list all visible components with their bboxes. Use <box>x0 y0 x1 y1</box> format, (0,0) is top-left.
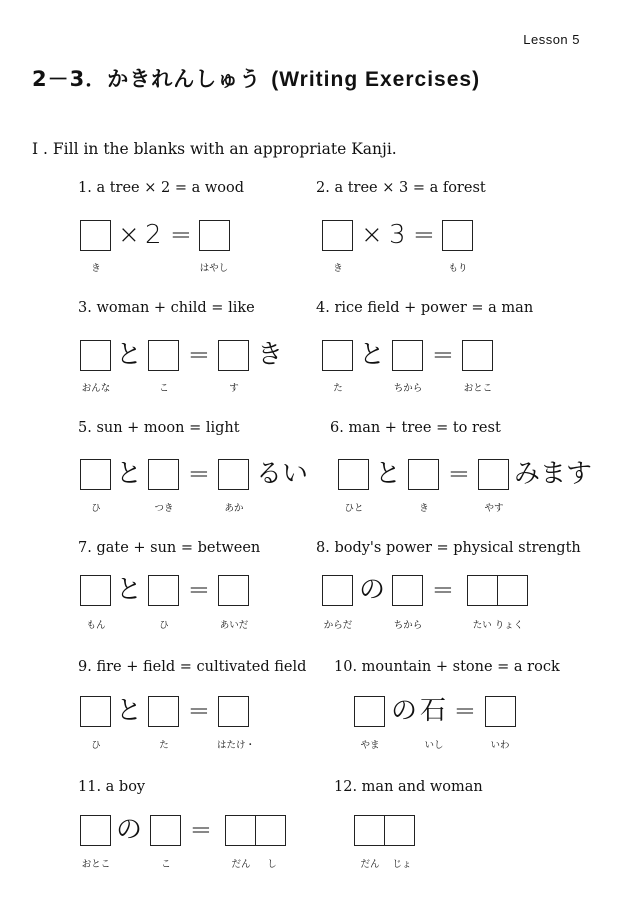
exercise-3-furigana-3: す <box>229 383 239 394</box>
exercise-3-blank-1[interactable] <box>80 340 111 371</box>
exercise-3-okurigana: き <box>257 340 284 370</box>
exercise-6-blank-2[interactable] <box>408 459 439 490</box>
exercise-6-furigana-2: き <box>419 503 429 514</box>
exercise-9-furigana-2: た <box>159 740 169 751</box>
exercise-12-furigana-2: じょ <box>392 859 412 870</box>
exercise-2-times: × <box>361 220 383 250</box>
exercise-7-blank-2[interactable] <box>148 575 179 606</box>
exercise-10-blank-2[interactable] <box>485 696 516 727</box>
exercise-3-equals: = <box>188 340 210 370</box>
exercise-4-blank-1[interactable] <box>322 340 353 371</box>
exercise-2-blank-2[interactable] <box>442 220 473 251</box>
exercise-3-to: と <box>116 340 143 370</box>
exercise-8-prompt: 8. body's power = physical strength <box>316 540 581 556</box>
exercise-5-prompt: 5. sun + moon = light <box>78 420 240 436</box>
exercise-12-prompt: 12. man and woman <box>334 779 483 795</box>
exercise-5-furigana-2: つき <box>154 503 174 514</box>
exercise-10-ishi: 石 <box>420 696 447 726</box>
exercise-1-number: 2 <box>145 220 162 250</box>
exercise-4-furigana-1: た <box>333 383 343 394</box>
exercise-10-furigana-1: やま <box>360 740 380 751</box>
exercise-10-equals: = <box>454 696 476 726</box>
exercise-7-prompt: 7. gate + sun = between <box>78 540 261 556</box>
instructions: I . Fill in the blanks with an appropriate Kanji. <box>32 140 397 158</box>
exercise-3-furigana-2: こ <box>159 383 169 394</box>
exercise-9-blank-3[interactable] <box>218 696 249 727</box>
exercise-11-furigana-1: おとこ <box>81 859 111 870</box>
exercise-11-prompt: 11. a boy <box>78 779 146 795</box>
exercise-6-blank-3[interactable] <box>478 459 509 490</box>
exercise-1-furigana-1: き <box>91 263 101 274</box>
exercise-10-no: の <box>391 696 418 726</box>
exercise-10-furigana-3: いわ <box>490 740 510 751</box>
exercise-6-equals: = <box>448 459 470 489</box>
exercise-4-blank-2[interactable] <box>392 340 423 371</box>
exercise-8-blank-2[interactable] <box>392 575 423 606</box>
exercise-6-furigana-3: やす <box>484 503 504 514</box>
exercise-8-blank-3[interactable] <box>467 575 498 606</box>
exercise-11-furigana-3: だん <box>231 859 251 870</box>
exercise-5-okurigana: るい <box>256 459 309 489</box>
exercise-1-equals: = <box>170 220 192 250</box>
exercise-6-to: と <box>375 459 402 489</box>
exercise-9-furigana-1: ひ <box>91 740 101 751</box>
section-title-jp: 2－3．かきれんしゅう <box>32 67 262 91</box>
exercise-5-furigana-1: ひ <box>91 503 101 514</box>
exercise-10-blank-1[interactable] <box>354 696 385 727</box>
exercise-2-blank-1[interactable] <box>322 220 353 251</box>
exercise-1-furigana-2: はやし <box>199 263 229 274</box>
exercise-3-blank-2[interactable] <box>148 340 179 371</box>
exercise-1-prompt: 1. a tree × 2 = a wood <box>78 180 244 196</box>
exercise-5-equals: = <box>188 459 210 489</box>
lesson-label: Lesson 5 <box>523 32 580 47</box>
exercise-11-blank-2[interactable] <box>150 815 181 846</box>
exercise-8-no: の <box>359 575 386 605</box>
exercise-2-equals: = <box>413 220 435 250</box>
exercise-7-blank-3[interactable] <box>218 575 249 606</box>
exercise-7-furigana-3: あいだ <box>219 620 249 631</box>
exercise-4-furigana-3: おとこ <box>463 383 493 394</box>
exercise-12-blank-1[interactable] <box>354 815 385 846</box>
exercise-7-furigana-1: もん <box>86 620 106 631</box>
exercise-2-number: 3 <box>389 220 406 250</box>
exercise-5-blank-2[interactable] <box>148 459 179 490</box>
exercise-9-equals: = <box>188 696 210 726</box>
exercise-6-blank-1[interactable] <box>338 459 369 490</box>
exercise-9-blank-1[interactable] <box>80 696 111 727</box>
exercise-6-furigana-1: ひと <box>344 503 364 514</box>
section-title-en: (Writing Exercises) <box>271 68 481 91</box>
exercise-5-blank-3[interactable] <box>218 459 249 490</box>
exercise-12-blank-2[interactable] <box>384 815 415 846</box>
exercise-3-prompt: 3. woman + child = like <box>78 300 255 316</box>
exercise-10-prompt: 10. mountain + stone = a rock <box>334 659 560 675</box>
exercise-7-furigana-2: ひ <box>159 620 169 631</box>
exercise-9-blank-2[interactable] <box>148 696 179 727</box>
exercise-4-to: と <box>359 340 386 370</box>
exercise-2-prompt: 2. a tree × 3 = a forest <box>316 180 486 196</box>
exercise-5-furigana-3: あか <box>224 503 244 514</box>
exercise-11-equals: = <box>190 815 212 845</box>
exercise-1-times: × <box>118 220 140 250</box>
exercise-3-blank-3[interactable] <box>218 340 249 371</box>
exercise-5-to: と <box>116 459 143 489</box>
exercise-11-furigana-4: し <box>267 859 277 870</box>
exercise-2-furigana-2: もり <box>448 263 468 274</box>
exercise-4-equals: = <box>432 340 454 370</box>
exercise-8-blank-1[interactable] <box>322 575 353 606</box>
exercise-11-blank-1[interactable] <box>80 815 111 846</box>
exercise-1-blank-1[interactable] <box>80 220 111 251</box>
exercise-6-okurigana: みます <box>514 459 593 489</box>
exercise-10-furigana-2: いし <box>424 740 444 751</box>
exercise-9-furigana-3: はたけ・ <box>216 740 256 751</box>
exercise-8-furigana-2: ちから <box>393 620 423 631</box>
exercise-7-equals: = <box>188 575 210 605</box>
exercise-7-blank-1[interactable] <box>80 575 111 606</box>
exercise-8-furigana-1: からだ <box>323 620 353 631</box>
exercise-8-furigana-3: たい りょく <box>472 620 524 631</box>
exercise-11-blank-3[interactable] <box>225 815 256 846</box>
exercise-9-prompt: 9. fire + field = cultivated field <box>78 659 307 675</box>
section-title <box>32 63 480 93</box>
exercise-1-blank-2[interactable] <box>199 220 230 251</box>
exercise-7-to: と <box>116 575 143 605</box>
exercise-11-blank-4[interactable] <box>255 815 286 846</box>
exercise-4-furigana-2: ちから <box>393 383 423 394</box>
exercise-5-blank-1[interactable] <box>80 459 111 490</box>
exercise-2-furigana-1: き <box>333 263 343 274</box>
exercise-4-blank-3[interactable] <box>462 340 493 371</box>
exercise-11-furigana-2: こ <box>161 859 171 870</box>
exercise-8-blank-4[interactable] <box>497 575 528 606</box>
exercise-9-to: と <box>116 696 143 726</box>
exercise-12-furigana-1: だん <box>360 859 380 870</box>
exercise-8-equals: = <box>432 575 454 605</box>
exercise-3-furigana-1: おんな <box>81 383 111 394</box>
exercise-11-no: の <box>116 815 143 845</box>
exercise-6-prompt: 6. man + tree = to rest <box>330 420 501 436</box>
exercise-4-prompt: 4. rice field + power = a man <box>316 300 534 316</box>
